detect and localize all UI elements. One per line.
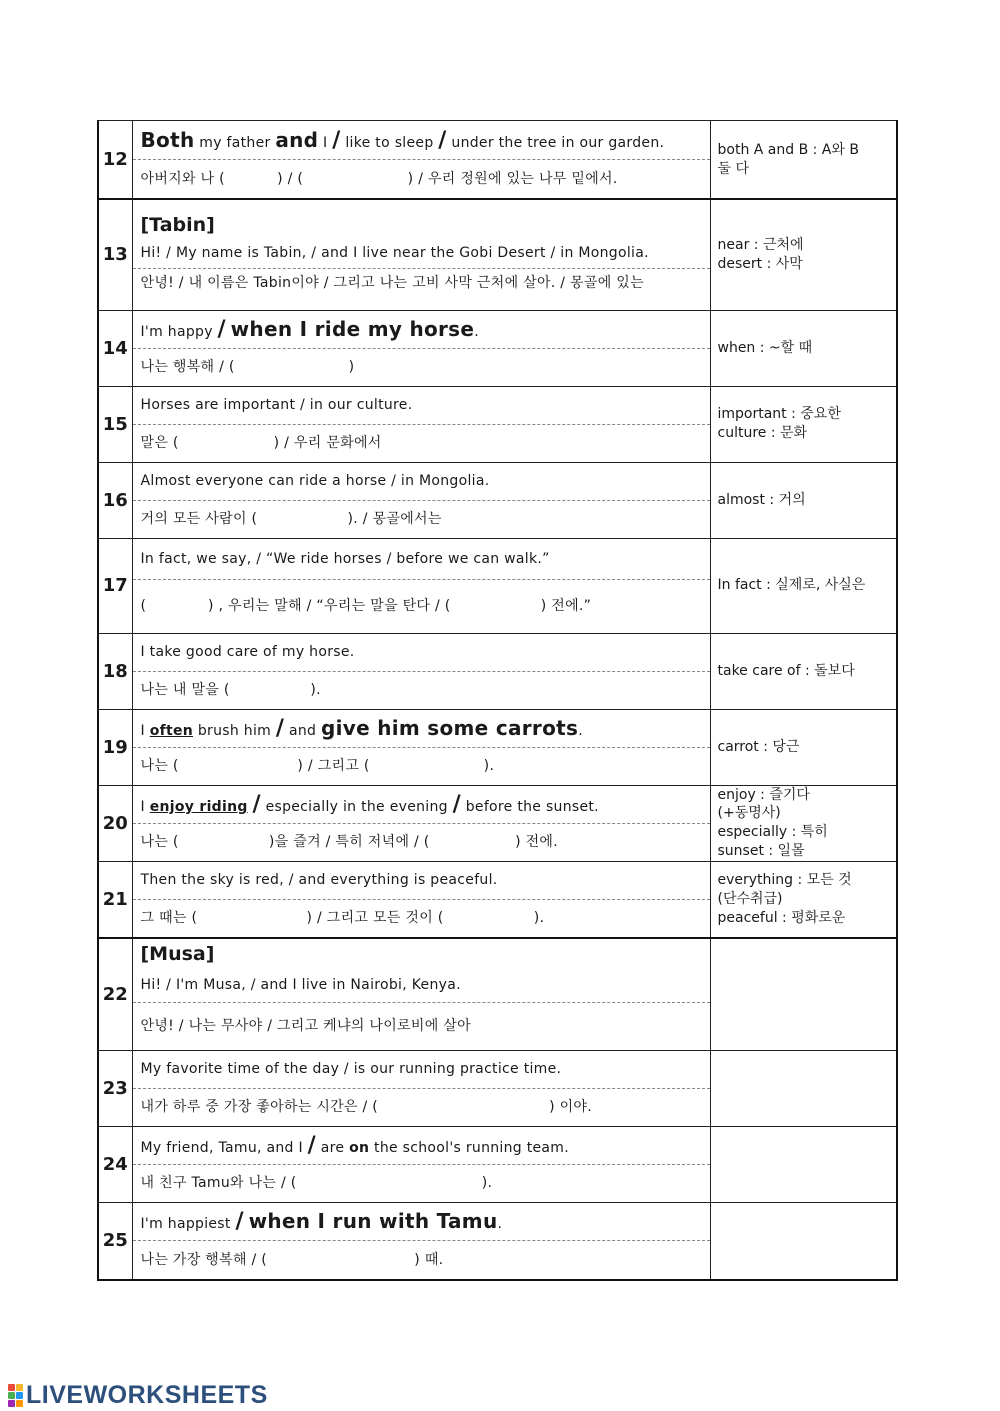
vocab-note: when : ~할 때 <box>710 310 897 386</box>
korean-translation: 나는 ( )을 즐겨 / 특히 저녁에 / ( ) 전에. <box>140 833 558 850</box>
english-sentence: Hi! / I'm Musa, / and I live in Nairobi, Kenya. <box>133 968 710 1003</box>
korean-translation: 말은 ( ) / 우리 문화에서 <box>140 434 382 451</box>
slash-separator: / <box>307 1132 317 1158</box>
korean-translation: 안녕! / 나는 무사야 / 그리고 케냐의 나이로비에 살아 <box>140 1017 471 1034</box>
korean-translation: 아버지와 나 ( ) / ( ) / 우리 정원에 있는 나무 밑에서. <box>140 171 618 187</box>
row-number: 22 <box>98 938 132 1050</box>
english-sentence: I often brush him / and give him some carrots. <box>133 710 710 748</box>
row-23 <box>98 1050 897 1126</box>
english-sentence: Then the sky is red, / and everything is peaceful. <box>133 862 710 900</box>
row-25 <box>98 1202 897 1280</box>
english-sentence: Hi! / My name is Tabin, / and I live near the Gobi Desert / in Mongolia. <box>133 238 710 269</box>
vocab-note: carrot : 당근 <box>710 709 897 785</box>
keyword: give him some carrots <box>320 715 579 740</box>
korean-translation: 나는 행복해 / ( ) <box>140 358 355 375</box>
english-sentence: Horses are important / in our culture. <box>133 387 710 425</box>
korean-translation: 거의 모든 사람이 ( ). / 몽골에서는 <box>140 510 442 527</box>
korean-translation: 안녕! / 내 이름은 Tabin이야 / 그리고 나는 고비 사막 근처에 살아. / 몽골에 있는 <box>140 275 644 292</box>
keyword: Both <box>140 128 195 152</box>
english-sentence: My friend, Tamu, and I / are on the school's running team. <box>133 1127 710 1165</box>
logo-block <box>8 1392 15 1399</box>
keyword: when I ride my horse <box>230 316 475 341</box>
english-sentence: Almost everyone can ride a horse / in Mongolia. <box>133 463 710 501</box>
row-21 <box>98 862 897 939</box>
slash-separator: / <box>217 316 226 342</box>
row-number: 12 <box>98 121 132 200</box>
logo-text: LIVEWORKSHEETS <box>26 1380 268 1409</box>
underlined-word: often <box>149 722 194 739</box>
vocab-note: almost : 거의 <box>710 462 897 538</box>
row-number: 21 <box>98 862 132 939</box>
row-15 <box>98 386 897 462</box>
row-number: 25 <box>98 1202 132 1280</box>
row-22 <box>98 938 897 1050</box>
keyword: on <box>349 1139 370 1156</box>
vocab-note: both A and B : A와 B 둘 다 <box>710 121 897 200</box>
row-number: 20 <box>98 785 132 862</box>
vocab-note: enjoy : 즐기다 (+동명사) especially : 특히 sunset : 일몰 <box>710 785 897 862</box>
english-sentence: I'm happiest / when I run with Tamu. <box>133 1203 710 1241</box>
korean-translation: 그 때는 ( ) / 그리고 모든 것이 ( ). <box>140 910 545 927</box>
underlined-word: enjoy riding <box>149 798 248 815</box>
keyword: and <box>275 128 319 152</box>
vocab-note: everything : 모든 것 (단수취급) peaceful : 평화로운 <box>710 862 897 939</box>
vocab-note-empty <box>710 938 897 1050</box>
row-number: 24 <box>98 1126 132 1202</box>
row-number: 18 <box>98 633 132 709</box>
korean-translation: 내가 하루 중 가장 좋아하는 시간은 / ( ) 이야. <box>140 1098 592 1115</box>
slash-separator: / <box>252 791 261 817</box>
korean-translation: 나는 내 말을 ( ). <box>140 681 321 698</box>
vocab-note: take care of : 돌보다 <box>710 633 897 709</box>
row-number: 14 <box>98 310 132 386</box>
logo-block <box>8 1400 15 1407</box>
row-number: 19 <box>98 709 132 785</box>
english-sentence: I take good care of my horse. <box>133 634 710 672</box>
speaker-heading: [Tabin] <box>140 214 215 237</box>
logo-block <box>16 1400 23 1407</box>
row-12 <box>98 121 897 200</box>
liveworksheets-logo[interactable] <box>8 1382 268 1408</box>
row-number: 15 <box>98 386 132 462</box>
korean-translation: ( ) , 우리는 말해 / “우리는 말을 탄다 / ( ) 전에.” <box>140 597 592 614</box>
english-sentence: I'm happy / when I ride my horse. <box>133 311 710 349</box>
vocab-note-empty <box>710 1126 897 1202</box>
row-number: 16 <box>98 462 132 538</box>
row-number: 13 <box>98 199 132 310</box>
worksheet-table <box>97 120 898 1281</box>
row-24 <box>98 1126 897 1202</box>
row-20 <box>98 785 897 862</box>
speaker-heading: [Musa] <box>140 942 215 965</box>
row-14 <box>98 310 897 386</box>
row-13 <box>98 199 897 310</box>
row-19 <box>98 709 897 785</box>
row-16 <box>98 462 897 538</box>
logo-block <box>16 1384 23 1391</box>
row-number: 23 <box>98 1050 132 1126</box>
english-sentence: My favorite time of the day / is our running practice time. <box>133 1051 710 1089</box>
vocab-note-empty <box>710 1202 897 1280</box>
korean-translation: 내 친구 Tamu와 나는 / ( ). <box>140 1174 493 1191</box>
korean-translation: 나는 ( ) / 그리고 ( ). <box>140 757 495 774</box>
slash-separator: / <box>332 128 341 153</box>
row-18 <box>98 633 897 709</box>
row-17 <box>98 538 897 633</box>
vocab-note: near : 근처에 desert : 사막 <box>710 199 897 310</box>
row-number: 17 <box>98 538 132 633</box>
slash-separator: / <box>438 128 447 153</box>
logo-block <box>16 1392 23 1399</box>
slash-separator: / <box>452 791 461 817</box>
english-sentence: In fact, we say, / “We ride horses / before we can walk.” <box>133 539 710 580</box>
vocab-note: important : 중요한 culture : 문화 <box>710 386 897 462</box>
english-sentence: Both my father and I / like to sleep / under the tree in our garden. <box>133 121 710 160</box>
keyword: when I run with Tamu <box>248 1208 498 1233</box>
vocab-note: In fact : 실제로, 사실은 <box>710 538 897 633</box>
slash-separator: / <box>235 1208 244 1234</box>
logo-blocks-icon <box>8 1384 23 1407</box>
slash-separator: / <box>275 715 285 741</box>
english-sentence: I enjoy riding / especially in the evening / before the sunset. <box>133 786 710 824</box>
korean-translation: 나는 가장 행복해 / ( ) 때. <box>140 1251 444 1268</box>
vocab-note-empty <box>710 1050 897 1126</box>
logo-block <box>8 1384 15 1391</box>
